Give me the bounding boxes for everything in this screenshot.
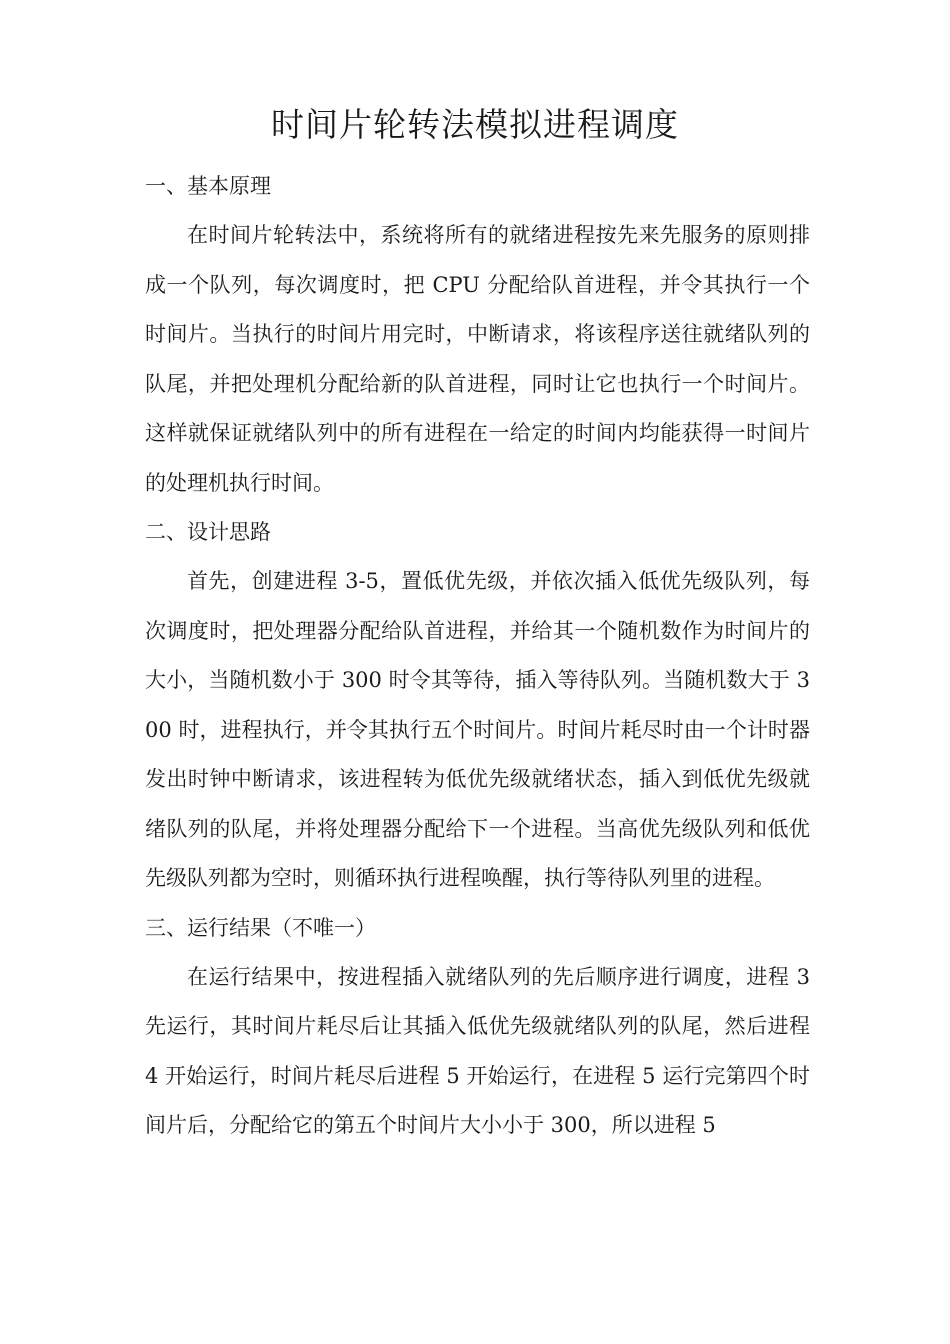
section-heading: 一、基本原理 xyxy=(145,174,271,198)
section-paragraph: 首先，创建进程 3-5，置低优先级，并依次插入低优先级队列，每次调度时，把处理器分配给队首进程，并给其一个随机数作为时间片的大小，当随机数小于 300 时令其等待，插入等待队列。当随机数大于 300 时，进程执行，并令其执行五个时间片。时间片耗尽时由一个计时器发出时钟中断请求，该进程转为低优先级就绪状态，插入到低优先级就绪队列的队尾，并将处理器分配给下一个进程。当高优先级队列和低优先级队列都为空时，则循环执行进程唤醒，执行等待队列里的进程。 xyxy=(145,569,810,890)
section-basic-principle xyxy=(145,162,810,508)
section-paragraph: 在时间片轮转法中，系统将所有的就绪进程按先来先服务的原则排成一个队列，每次调度时，把 CPU 分配给队首进程，并令其执行一个时间片。当执行的时间片用完时，中断请求，将该程序送往就绪队列的队尾，并把处理机分配给新的队首进程，同时让它也执行一个时间片。这样就保证就绪队列中的所有进程在一给定的时间内均能获得一时间片的处理机执行时间。 xyxy=(145,223,810,495)
document-body xyxy=(145,162,810,1151)
section-run-result xyxy=(145,904,810,1151)
section-paragraph: 在运行结果中，按进程插入就绪队列的先后顺序进行调度，进程 3 先运行，其时间片耗尽后让其插入低优先级就绪队列的队尾，然后进程 4 开始运行，时间片耗尽后进程 5 开始运行，在进程 5 运行完第四个时间片后，分配给它的第五个时间片大小小于 300，所以进程 5 xyxy=(145,964,810,1137)
section-heading: 二、设计思路 xyxy=(145,520,271,544)
section-design-idea xyxy=(145,508,810,904)
section-heading: 三、运行结果（不唯一） xyxy=(145,915,376,940)
document-title: 时间片轮转法模拟进程调度 xyxy=(271,105,679,144)
